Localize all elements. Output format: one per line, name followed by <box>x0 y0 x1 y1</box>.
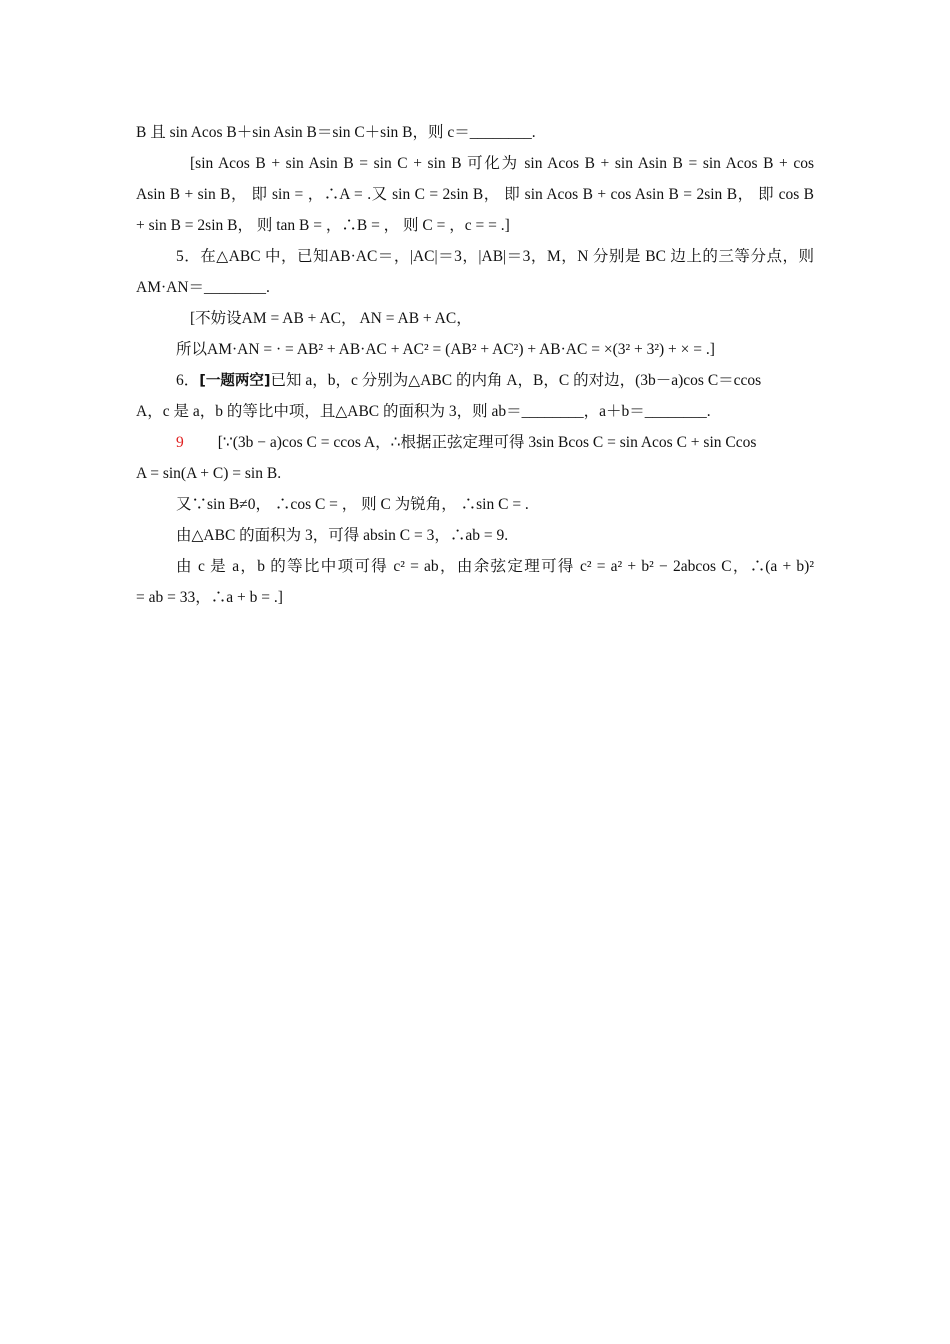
answer-text: [∵(3b − a)cos C = ccos A，∴根据正弦定理可得 3sin Bcos C = sin Acos C + sin Ccos <box>217 434 757 451</box>
text-line: 所以AM·AN = · = AB² + AB·AC + AC² = (AB² + AC²) + AB·AC = ×(3² + 3²) + × = .] <box>176 341 715 358</box>
text-line: 由 c 是 a，b 的等比中项可得 c² = ab，由余弦定理可得 c² = a² + b² − 2abcos C，∴(a + b)² <box>176 558 814 575</box>
question-intro-end: (3b－a)cos C＝ccos <box>635 372 762 389</box>
question-6 <box>176 371 814 391</box>
text-line: A，c 是 a，b 的等比中项，且△ABC 的面积为 3，则 ab＝________，a＋b＝________. <box>136 403 711 420</box>
text-line: [不妨设AM = AB + AC， AN = AB + AC， <box>190 310 472 327</box>
question-intro: 已知 a，b，c 分别为△ABC 的内角 A，B，C 的对边， <box>270 372 636 389</box>
text-line: + sin B = 2sin B， 则 tan B = ，∴B = ， 则 C = ，c = = .] <box>136 217 510 234</box>
text-line: AM·AN＝________. <box>136 279 270 296</box>
answer-6-line <box>176 433 814 453</box>
text-line: 又∵sin B≠0， ∴cos C = ， 则 C 为锐角， ∴sin C = . <box>176 496 529 513</box>
text-line: B 且 sin Acos B＋sin Asin B＝sin C＋sin B，则 c＝________. <box>136 124 536 141</box>
text-line: Asin B + sin B， 即 sin = ，∴A = .又 sin C = 2sin B， 即 sin Acos B + cos Asin B = 2sin B， 即 cos B <box>136 186 814 203</box>
text-line: [sin Acos B + sin Asin B = sin C + sin B 可化为 sin Acos B + sin Asin B = sin Acos B + cos <box>190 155 814 172</box>
text-line: = ab = 33，∴a + b = .] <box>136 589 283 606</box>
text-line: A = sin(A + C) = sin B. <box>136 465 282 482</box>
question-number: 6． <box>176 372 200 389</box>
question-5: 5．在△ABC 中，已知AB·AC＝，|AC|＝3，|AB|＝3，M，N 分别是 BC 边上的三等分点，则 <box>176 248 814 265</box>
text-line: 由△ABC 的面积为 3，可得 absin C = 3，∴ab = 9. <box>176 527 509 544</box>
question-tag: [一题两空] <box>199 373 271 389</box>
answer-label: 9 <box>176 434 184 451</box>
